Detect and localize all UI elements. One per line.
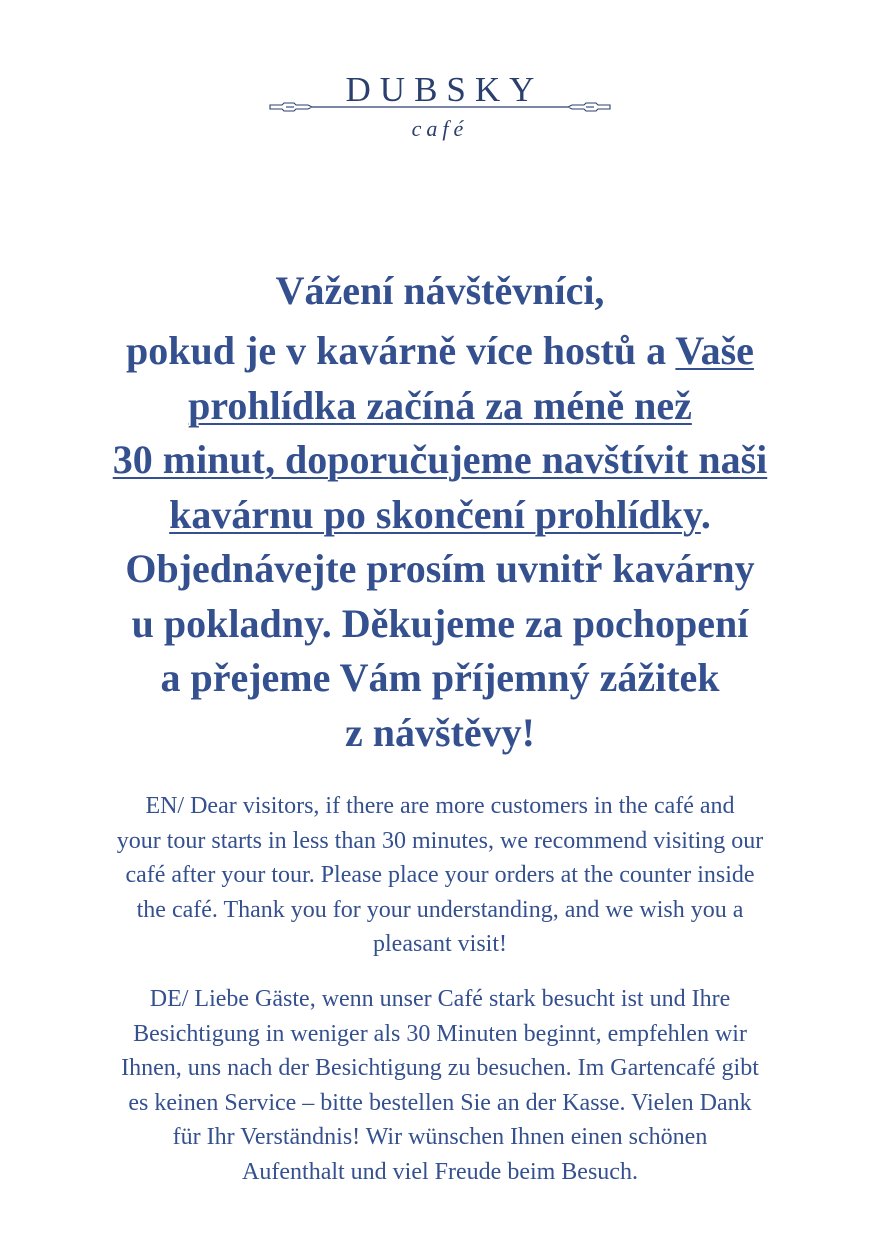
german-line: Aufenthalt und viel Freude beim Besuch.	[242, 1158, 638, 1185]
english-line: café after your tour. Please place your orders at the counter inside	[125, 862, 755, 888]
english-notice	[30, 789, 850, 962]
german-line: DE/ Liebe Gäste, wenn unser Café stark besucht ist und Ihre	[149, 986, 731, 1012]
german-line: für Ihr Verständnis! Wir wünschen Ihnen einen schönen	[172, 1124, 708, 1150]
czech-line: a přejeme Vám příjemný zážitek	[160, 655, 720, 700]
english-line: the café. Thank you for your understanding, and we wish you a	[136, 896, 744, 923]
czech-greeting: Vážení návštěvníci,	[275, 268, 605, 313]
czech-body	[30, 324, 850, 760]
czech-line	[30, 324, 850, 379]
german-notice	[30, 982, 850, 1189]
czech-underlined-text: kavárnu po skončení prohlídky	[169, 491, 701, 537]
german-line: Ihnen, uns nach der Besichtigung zu besuchen. Im Gartencafé gibt	[121, 1055, 759, 1081]
pointing-hand-left-icon	[568, 103, 610, 111]
czech-line	[30, 433, 850, 488]
czech-notice	[30, 262, 850, 760]
czech-line	[30, 488, 850, 543]
czech-underlined-text: prohlídka začíná za méně než	[188, 382, 692, 428]
czech-underlined-text: 30 minut, doporučujeme navštívit naši	[112, 437, 768, 482]
czech-text: pokud je v kavárně více hostů a	[126, 328, 676, 373]
english-line: your tour starts in less than 30 minutes, we recommend visiting our	[116, 827, 764, 854]
czech-line: u pokladny. Děkujeme za pochopení	[131, 600, 749, 646]
english-line: EN/ Dear visitors, if there are more customers in the café and	[145, 793, 735, 819]
czech-line: Objednávejte prosím uvnitř kavárny	[125, 546, 755, 591]
english-line: pleasant visit!	[373, 931, 507, 957]
german-line: es keinen Service – bitte bestellen Sie an der Kasse. Vielen Dank	[128, 1089, 752, 1116]
pointing-hand-right-icon	[270, 103, 312, 111]
cafe-logo	[0, 70, 880, 142]
czech-text: .	[700, 491, 711, 537]
logo-name: DUBSKY	[345, 70, 544, 109]
logo-subtitle: café	[411, 116, 469, 141]
czech-underlined-text: Vaše	[675, 328, 754, 373]
german-line: Besichtigung in weniger als 30 Minuten beginnt, empfehlen wir	[133, 1020, 747, 1047]
logo-rule	[268, 98, 612, 118]
czech-line: z návštěvy!	[345, 709, 535, 755]
czech-line	[30, 379, 850, 434]
